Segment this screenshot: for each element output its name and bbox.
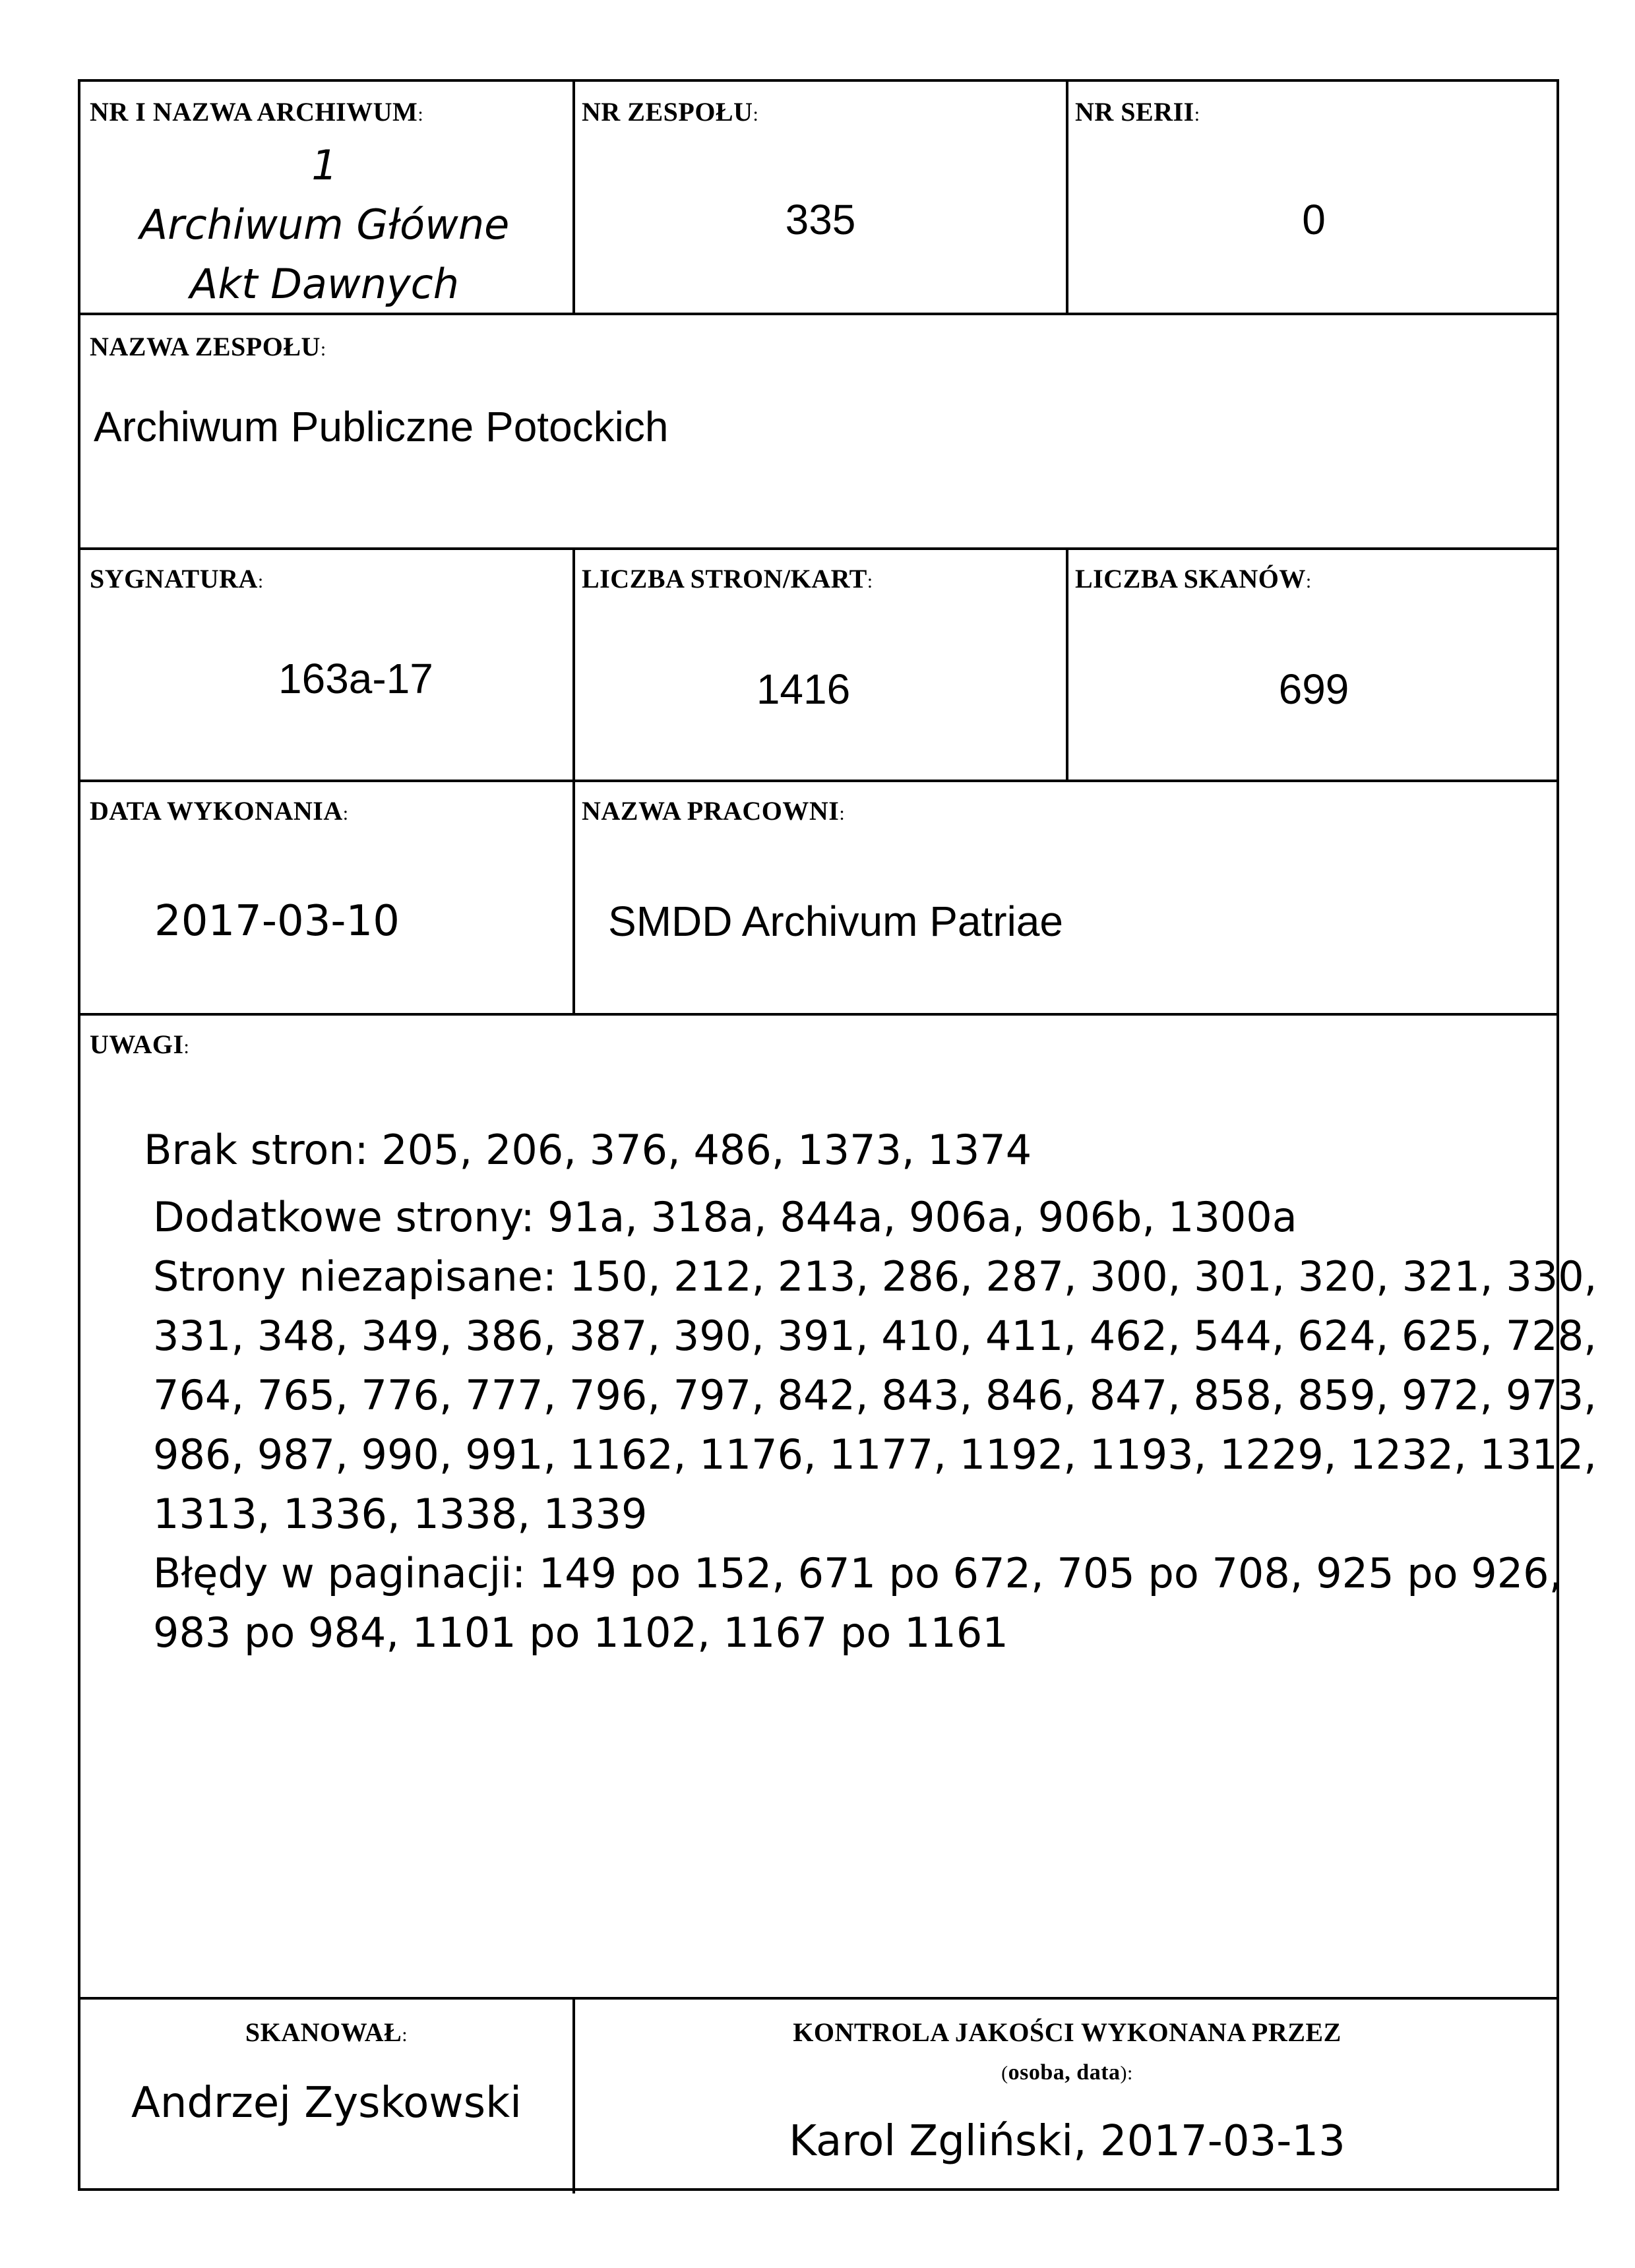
- scanned-by-label: SKANOWAŁ:: [245, 2017, 408, 2047]
- column-divider: [572, 780, 575, 1013]
- signature-value: 163a-17: [278, 655, 433, 702]
- series-number-value: 0: [1302, 196, 1326, 243]
- fonds-number-value: 335: [785, 196, 856, 243]
- notes-line: Strony niezapisane: 150, 212, 213, 286, 287, 300, 301, 320, 321, 330,: [153, 1252, 1597, 1301]
- archive-name-line1: Archiwum Główne: [139, 200, 510, 249]
- archive-label: NR I NAZWA ARCHIWUM:: [90, 97, 424, 127]
- signature-label: SYGNATURA:: [90, 564, 264, 594]
- row-divider: [80, 1013, 1557, 1016]
- archive-number: 1: [311, 141, 338, 189]
- fonds-number-label: NR ZESPOŁU:: [582, 97, 759, 127]
- archive-record-card: [78, 79, 1597, 2191]
- fonds-name-value: Archiwum Publiczne Potockich: [94, 403, 669, 450]
- scanned-by-value: Andrzej Zyskowski: [131, 2079, 522, 2128]
- workshop-name-value: SMDD Archivum Patriae: [608, 898, 1063, 945]
- row-divider: [80, 1997, 1557, 2000]
- notes-text: [144, 1120, 1597, 1663]
- notes-line: 986, 987, 990, 991, 1162, 1176, 1177, 1192, 1193, 1229, 1232, 1312,: [153, 1430, 1597, 1479]
- notes-line: Błędy w paginacji: 149 po 152, 671 po 672, 705 po 708, 925 po 926,: [153, 1549, 1562, 1597]
- scans-count-value: 699: [1278, 665, 1349, 713]
- column-divider: [572, 547, 575, 780]
- notes-line: Brak stron: 205, 206, 376, 486, 1373, 1374: [144, 1126, 1032, 1174]
- notes-line: 983 po 984, 1101 po 1102, 1167 po 1161: [153, 1609, 1008, 1657]
- notes-line: 331, 348, 349, 386, 387, 390, 391, 410, 411, 462, 544, 624, 625, 728,: [153, 1312, 1597, 1360]
- execution-date-value: 2017-03-10: [154, 897, 400, 946]
- row-divider: [80, 547, 1557, 550]
- fonds-name-label: NAZWA ZESPOŁU:: [90, 332, 326, 361]
- archive-name-line2: Akt Dawnych: [189, 260, 460, 308]
- quality-control-value: Karol Zgliński, 2017-03-13: [789, 2117, 1345, 2166]
- row-divider: [80, 780, 1557, 782]
- column-divider: [1066, 547, 1068, 780]
- pages-count-label: LICZBA STRON/KART:: [582, 564, 873, 594]
- execution-date-label: DATA WYKONANIA:: [90, 796, 349, 826]
- quality-control-sublabel: (osoba, data):: [1001, 2060, 1133, 2085]
- series-number-label: NR SERII:: [1075, 97, 1200, 127]
- archive-name: [80, 136, 569, 314]
- quality-control-label: KONTROLA JAKOŚCI WYKONANA PRZEZ: [793, 2017, 1342, 2047]
- notes-line: Dodatkowe strony: 91a, 318a, 844a, 906a, 906b, 1300a: [153, 1193, 1297, 1241]
- notes-line: 1313, 1336, 1338, 1339: [153, 1490, 648, 1538]
- workshop-name-label: NAZWA PRACOWNI:: [582, 796, 846, 826]
- scans-count-label: LICZBA SKANÓW:: [1075, 564, 1312, 594]
- pages-count-value: 1416: [756, 665, 851, 713]
- notes-line: 764, 765, 776, 777, 796, 797, 842, 843, 846, 847, 858, 859, 972, 973,: [153, 1371, 1597, 1419]
- notes-label: UWAGI:: [90, 1029, 190, 1059]
